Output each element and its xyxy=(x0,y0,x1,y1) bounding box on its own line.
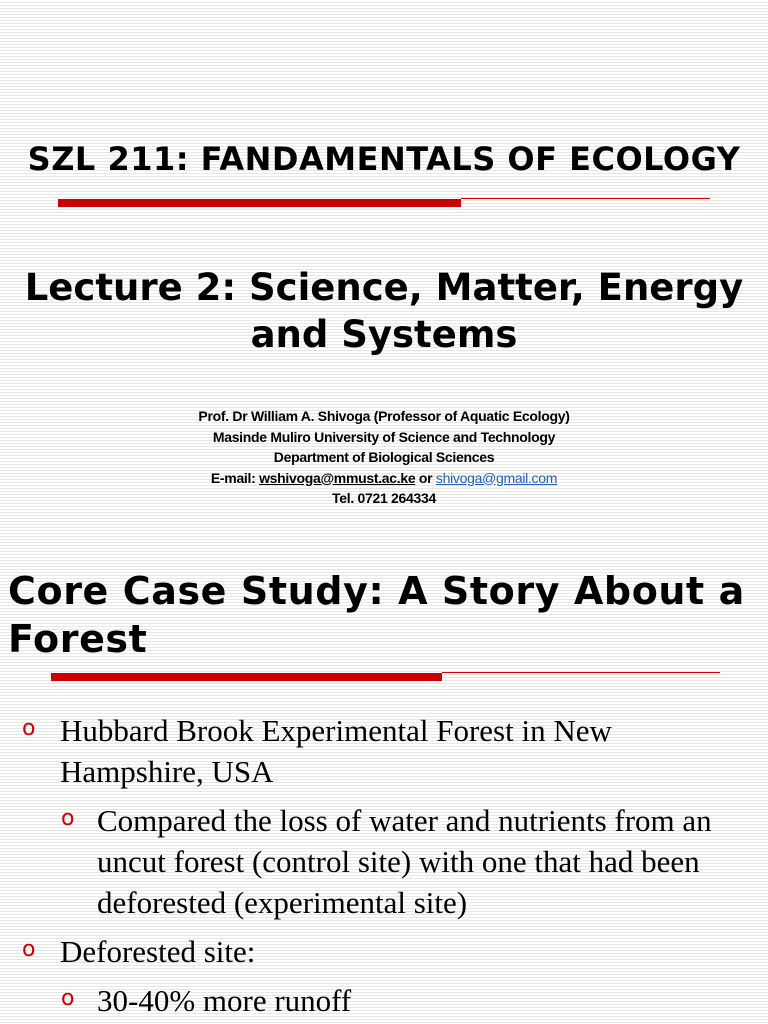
email-link-primary[interactable]: wshivoga@mmust.ac.ke xyxy=(259,469,416,486)
author-email-line xyxy=(0,468,768,489)
author-department: Department of Biological Sciences xyxy=(273,449,495,465)
list-item xyxy=(0,800,747,923)
author-university: Masinde Muliro University of Science and Technology xyxy=(212,428,556,445)
case-underline-thick xyxy=(51,673,442,681)
list-item xyxy=(0,980,747,1021)
bullet-text: 30-40% more runoff xyxy=(97,983,352,1018)
bullet-text: Compared the loss of water and nutrients from an uncut forest (control site) with one that had been deforested (experimental site) xyxy=(97,803,712,920)
lecture-title xyxy=(0,264,768,358)
author-phone: Tel. 0721 264334 xyxy=(332,490,436,506)
course-title: SZL 211: FANDAMENTALS OF ECOLOGY xyxy=(27,140,741,178)
bullet-icon: o xyxy=(22,937,36,962)
lecture-title-line2: and Systems xyxy=(250,313,518,356)
bullet-icon: o xyxy=(61,806,75,831)
bullet-icon: o xyxy=(22,716,36,741)
email-or: or xyxy=(418,469,433,486)
email-link-secondary[interactable]: shivoga@gmail.com xyxy=(435,469,558,486)
title-underline-thin xyxy=(461,198,710,199)
case-underline-thin xyxy=(442,672,720,673)
author-block xyxy=(0,406,768,509)
lecture-title-line1: Lecture 2: Science, Matter, Energy xyxy=(24,266,744,309)
bullet-text: Deforested site: xyxy=(60,934,256,969)
list-item xyxy=(0,710,700,792)
bullet-icon: o xyxy=(61,986,75,1011)
title-underline-thick xyxy=(58,199,461,207)
list-item xyxy=(0,931,700,972)
author-name: Prof. Dr William A. Shivoga (Professor of Aquatic Ecology) xyxy=(198,408,570,424)
bullet-list xyxy=(0,710,768,1021)
case-study-title: Core Case Study: A Story About a Forest xyxy=(8,569,745,661)
bullet-text: Hubbard Brook Experimental Forest in New Hampshire, USA xyxy=(60,713,612,789)
email-label: E-mail: xyxy=(210,469,256,486)
